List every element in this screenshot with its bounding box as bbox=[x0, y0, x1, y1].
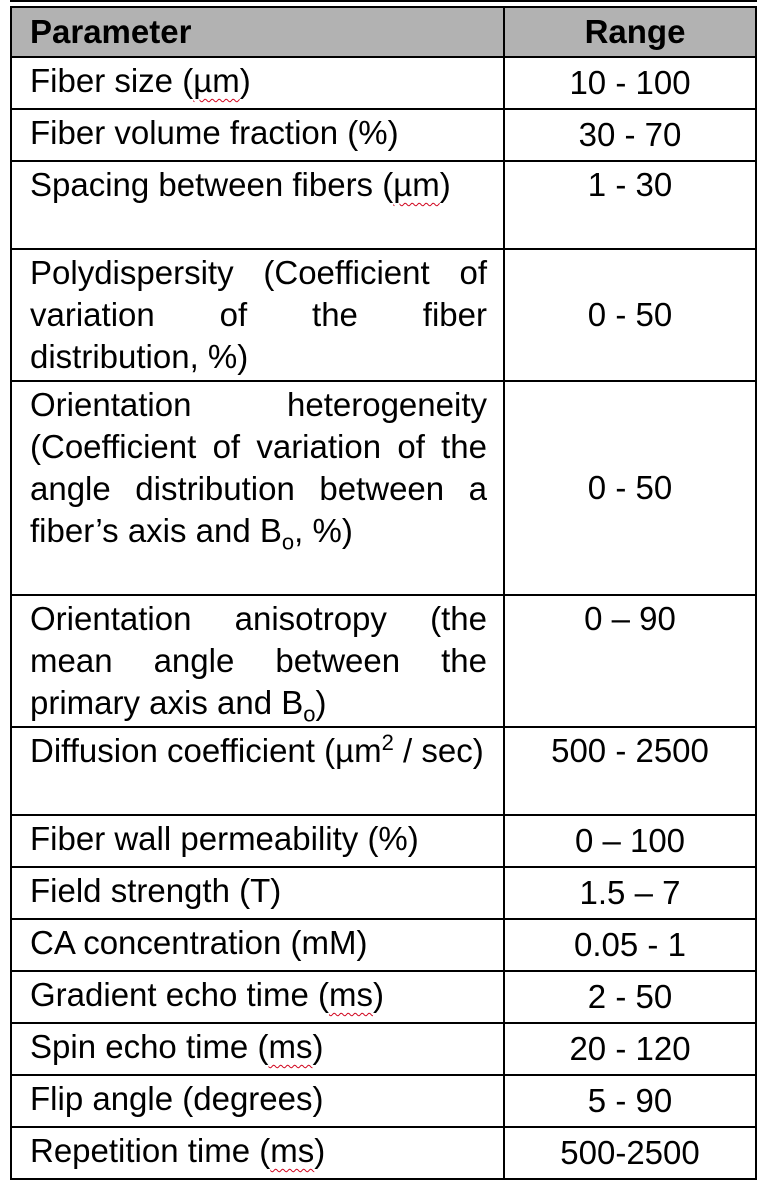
param-fiber-volume-fraction: Fiber volume fraction (%) bbox=[11, 109, 504, 161]
table-row bbox=[11, 595, 756, 727]
table-row bbox=[11, 1023, 756, 1075]
table-row bbox=[11, 1127, 756, 1179]
header-range: Range bbox=[504, 7, 756, 57]
header-parameter: Parameter bbox=[11, 7, 504, 57]
range-polydispersity: 0 - 50 bbox=[504, 249, 756, 381]
param-orientation-anisotropy: Orientation anisotropy (the mean angle between the primary axis and $B_o$) bbox=[11, 595, 504, 727]
table-row bbox=[11, 815, 756, 867]
param-flip-angle: Flip angle (degrees) bbox=[11, 1075, 504, 1127]
table-header-row bbox=[11, 7, 756, 57]
spellcheck-underline: ms bbox=[270, 1132, 315, 1169]
range-spacing-between-fibers: 1 - 30 bbox=[504, 161, 756, 249]
param-diffusion-coefficient: Diffusion coefficient (µm$^2$ / sec) bbox=[11, 727, 504, 815]
range-fiber-size: 10 - 100 bbox=[504, 57, 756, 109]
table-row bbox=[11, 1075, 756, 1127]
param-ca-concentration: CA concentration (mM) bbox=[11, 919, 504, 971]
range-diffusion-coefficient: 500 - 2500 bbox=[504, 727, 756, 815]
range-repetition-time: 500-2500 bbox=[504, 1127, 756, 1179]
table-top-rule bbox=[10, 0, 757, 2]
range-orientation-anisotropy: 0 – 90 bbox=[504, 595, 756, 727]
param-field-strength: Field strength (T) bbox=[11, 867, 504, 919]
param-orientation-heterogeneity: Orientation heterogeneity (Coefficient of variation of the angle distribution between a fiber’s axis and $B_o$, %) bbox=[11, 381, 504, 595]
param-spacing-between-fibers: Spacing between fibers (µm) bbox=[11, 161, 504, 249]
table-row bbox=[11, 867, 756, 919]
range-gradient-echo-time: 2 - 50 bbox=[504, 971, 756, 1023]
range-orientation-heterogeneity: 0 - 50 bbox=[504, 381, 756, 595]
table-row bbox=[11, 109, 756, 161]
table-row bbox=[11, 57, 756, 109]
table-row bbox=[11, 249, 756, 381]
param-fiber-wall-permeability: Fiber wall permeability (%) bbox=[11, 815, 504, 867]
table-row bbox=[11, 971, 756, 1023]
param-gradient-echo-time: Gradient echo time (ms) bbox=[11, 971, 504, 1023]
param-fiber-size: Fiber size (µm) bbox=[11, 57, 504, 109]
spellcheck-underline: ms bbox=[328, 976, 373, 1013]
spellcheck-underline: ms bbox=[268, 1028, 313, 1065]
parameter-range-table bbox=[10, 6, 757, 1180]
table-row bbox=[11, 161, 756, 249]
param-spin-echo-time: Spin echo time (ms) bbox=[11, 1023, 504, 1075]
spellcheck-underline: µm bbox=[193, 62, 240, 99]
range-field-strength: 1.5 – 7 bbox=[504, 867, 756, 919]
param-repetition-time: Repetition time (ms) bbox=[11, 1127, 504, 1179]
range-fiber-wall-permeability: 0 – 100 bbox=[504, 815, 756, 867]
range-ca-concentration: 0.05 - 1 bbox=[504, 919, 756, 971]
range-flip-angle: 5 - 90 bbox=[504, 1075, 756, 1127]
param-polydispersity: Polydispersity (Coefficient of variation of the fiber distribution, %) bbox=[11, 249, 504, 381]
table-row bbox=[11, 727, 756, 815]
range-fiber-volume-fraction: 30 - 70 bbox=[504, 109, 756, 161]
table-row bbox=[11, 919, 756, 971]
range-spin-echo-time: 20 - 120 bbox=[504, 1023, 756, 1075]
spellcheck-underline: µm bbox=[393, 166, 440, 203]
table-row bbox=[11, 381, 756, 595]
